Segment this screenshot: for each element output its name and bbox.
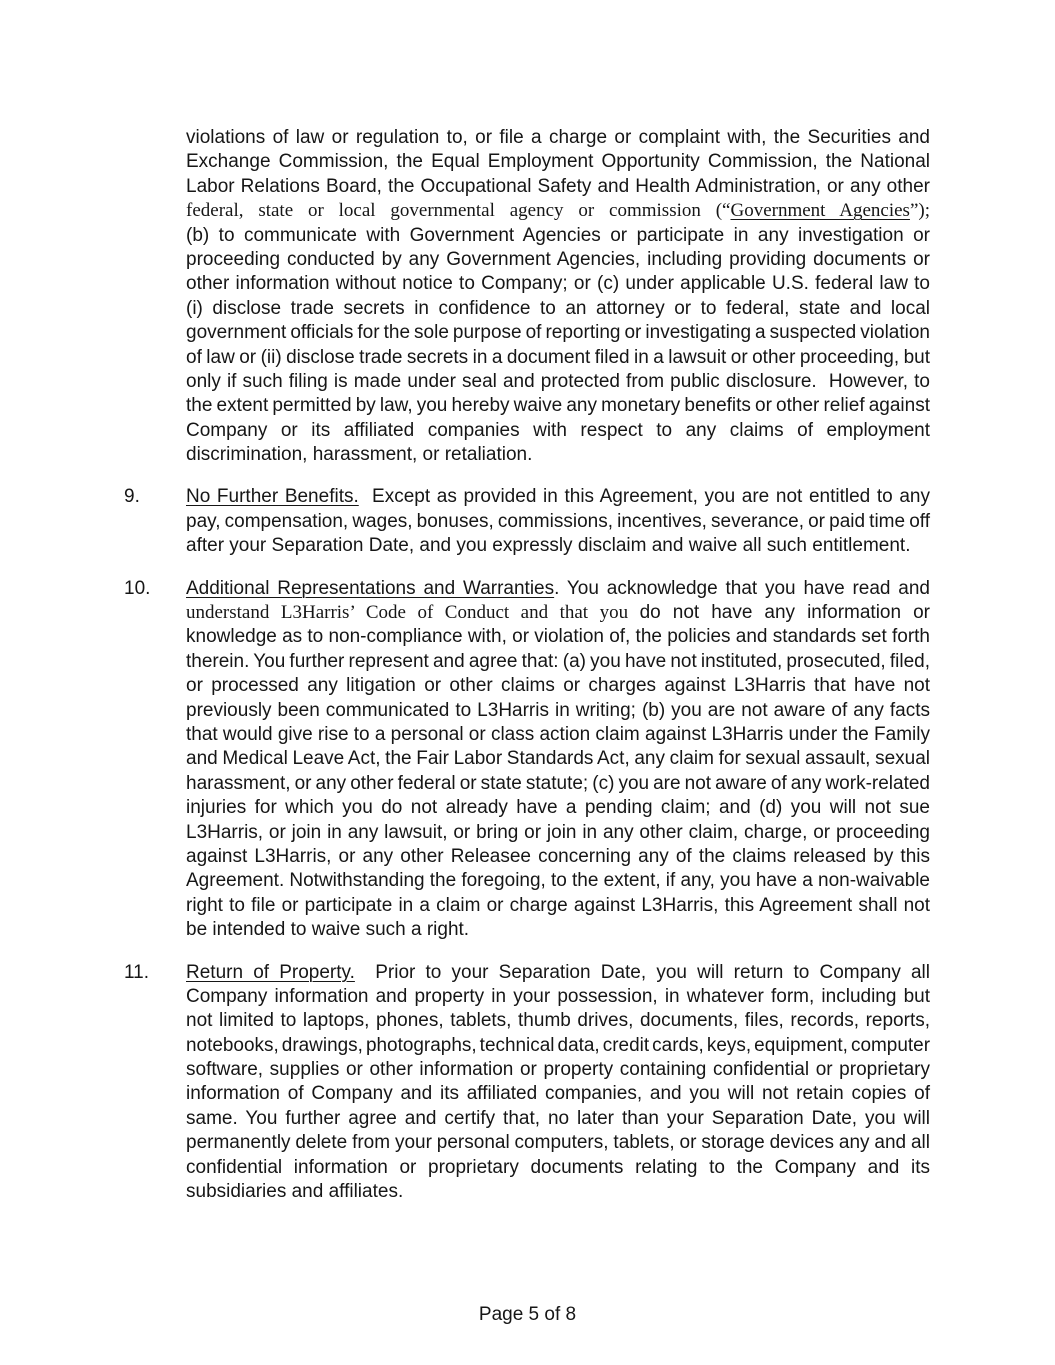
text-segment: other information without notice to Company; or (c) under applicable U.S. federal law to xyxy=(186,273,930,295)
text-segment: subsidiaries and affiliates. xyxy=(186,1181,404,1203)
text-line xyxy=(186,150,930,174)
line-content xyxy=(186,1082,930,1106)
text-line xyxy=(186,894,930,918)
line-content xyxy=(186,747,930,771)
text-line xyxy=(186,601,930,625)
section-heading: No Further Benefits. xyxy=(186,486,359,508)
text-line xyxy=(186,650,930,674)
text-segment: injuries for which you do not already have a pending claim; and (d) you will not sue xyxy=(186,797,930,819)
section-heading: Return of Property. xyxy=(186,961,355,983)
item-number: 10. xyxy=(124,577,151,599)
text-line xyxy=(186,248,930,272)
text-segment: previously been communicated to L3Harris in writing; (b) you are not aware of any facts xyxy=(186,699,930,721)
text-line xyxy=(186,419,930,443)
text-line xyxy=(186,699,930,723)
text-segment: . You acknowledge that you have read and xyxy=(554,577,931,599)
line-content xyxy=(186,772,930,796)
item-number: 9. xyxy=(124,486,140,508)
line-content xyxy=(186,985,930,1009)
text-segment: against L3Harris, or any other Releasee concerning any of the claims released by this xyxy=(186,845,930,867)
text-line xyxy=(186,321,930,345)
line-content xyxy=(186,1058,930,1082)
line-content xyxy=(186,224,930,248)
text-segment: federal, state or local governmental agency or commission (“ xyxy=(186,200,731,222)
page-number: Page 5 of 8 xyxy=(478,1304,577,1325)
line-content xyxy=(186,248,930,272)
text-segment: violations of law or regulation to, or file a charge or complaint with, the Securities and xyxy=(186,127,930,148)
text-line xyxy=(186,772,930,796)
line-content xyxy=(186,961,930,985)
text-segment: (i) disclose trade secrets in confidence to an attorney or to federal, state and local xyxy=(186,297,930,319)
line-content xyxy=(186,443,532,467)
line-content xyxy=(186,175,930,199)
line-content xyxy=(186,723,930,747)
line-content xyxy=(186,150,930,174)
text-segment: not limited to laptops, phones, tablets, thumb drives, documents, files, records, reports, xyxy=(186,1010,930,1032)
text-segment: government officials for the sole purpose of reporting or investigating a suspected violation xyxy=(186,322,930,344)
text-line xyxy=(186,126,930,150)
line-content xyxy=(186,601,930,625)
text-segment: harassment, or any other federal or state statute; (c) you are not aware of any work-related xyxy=(186,772,930,794)
text-segment: after your Separation Date, and you expressly disclaim and waive all such entitlement. xyxy=(186,535,911,557)
text-segment: right to file or participate in a claim or charge against L3Harris, this Agreement shall not xyxy=(186,894,930,916)
text-segment: do not have any information or xyxy=(639,602,930,624)
text-line xyxy=(186,845,930,869)
line-content xyxy=(186,346,930,370)
text-line xyxy=(186,272,930,296)
text-segment: Except as provided in this Agreement, you are not entitled to any xyxy=(358,486,930,508)
text-segment: notebooks, drawings, photographs, technical data, credit cards, keys, equipment, computer xyxy=(186,1034,930,1056)
text-line xyxy=(186,1131,930,1155)
text-line xyxy=(186,985,930,1009)
line-content xyxy=(186,699,930,723)
line-content xyxy=(186,1180,403,1204)
document-body xyxy=(124,126,931,1222)
line-content xyxy=(186,272,930,296)
underlined-term: Government Agencies xyxy=(730,200,910,222)
line-content xyxy=(186,918,469,942)
line-content xyxy=(186,370,930,394)
text-line xyxy=(186,869,930,893)
line-content xyxy=(186,821,930,845)
text-segment: (b) to communicate with Government Agencies or participate in any investigation or xyxy=(186,224,930,246)
line-content xyxy=(186,796,930,820)
line-content xyxy=(186,199,930,223)
text-segment: and Medical Leave Act, the Fair Labor Standards Act, any claim for sexual assault, sexual xyxy=(186,748,930,770)
text-segment: only if such filing is made under seal and protected from public disclosure. However, to xyxy=(186,370,930,392)
line-content xyxy=(186,650,930,674)
section-heading: Additional Representations and Warranties xyxy=(186,577,555,599)
text-line xyxy=(186,674,930,698)
text-segment: be intended to waive such a right. xyxy=(186,919,470,941)
line-content xyxy=(186,485,930,509)
text-segment: therein. You further represent and agree that: (a) you have not instituted, prosecuted, filed, xyxy=(186,650,930,672)
line-content xyxy=(186,894,930,918)
text-segment: pay, compensation, wages, bonuses, commissions, incentives, severance, or paid time off xyxy=(186,510,930,532)
text-line xyxy=(186,1107,930,1131)
line-content xyxy=(186,297,930,321)
line-content xyxy=(186,674,930,698)
line-content xyxy=(186,869,930,893)
text-line xyxy=(186,1058,930,1082)
line-content xyxy=(186,394,930,418)
line-content xyxy=(186,1131,930,1155)
text-line xyxy=(186,370,930,394)
line-content xyxy=(186,1156,930,1180)
line-content xyxy=(186,126,930,150)
text-segment: or processed any litigation or other claims or charges against L3Harris that have not xyxy=(186,675,930,697)
text-segment: of law or (ii) disclose trade secrets in a document filed in a lawsuit or other proceeding, but xyxy=(186,346,930,368)
line-content xyxy=(186,534,911,558)
text-segment: that would give rise to a personal or class action claim against L3Harris under the Family xyxy=(186,723,930,745)
text-line xyxy=(186,297,930,321)
text-segment: software, supplies or other information or property containing confidential or proprietary xyxy=(186,1059,930,1081)
text-line xyxy=(186,821,930,845)
line-content xyxy=(186,419,930,443)
text-line xyxy=(186,1156,930,1180)
text-line xyxy=(186,723,930,747)
text-line xyxy=(186,175,930,199)
line-content xyxy=(186,510,930,534)
text-line xyxy=(186,394,930,418)
text-segment: proceeding conducted by any Government Agencies, including providing documents or xyxy=(186,248,930,270)
text-line xyxy=(186,199,930,223)
text-segment: Agreement. Notwithstanding the foregoing, to the extent, if any, you have a non-waivable xyxy=(186,870,930,892)
page-footer xyxy=(0,1303,1055,1327)
line-content xyxy=(186,577,930,601)
line-content xyxy=(186,845,930,869)
line-content xyxy=(186,625,930,649)
text-line xyxy=(186,485,930,509)
numbered-item xyxy=(124,577,931,943)
text-line xyxy=(186,577,930,601)
text-line xyxy=(186,747,930,771)
text-line xyxy=(186,510,930,534)
item-number: 11. xyxy=(124,961,150,983)
text-segment: Company information and property in your possession, in whatever form, including but xyxy=(186,985,930,1007)
text-line xyxy=(186,534,930,558)
paragraph xyxy=(186,126,930,467)
text-segment: confidential information or proprietary documents relating to the Company and its xyxy=(186,1156,930,1178)
text-segment: Exchange Commission, the Equal Employment Opportunity Commission, the National xyxy=(186,151,930,173)
text-segment: discrimination, harassment, or retaliation. xyxy=(186,444,533,466)
text-line xyxy=(186,918,930,942)
text-segment: understand L3Harris’ Code of Conduct and that you xyxy=(186,602,640,624)
text-line xyxy=(186,796,930,820)
numbered-item xyxy=(124,961,930,1205)
text-line xyxy=(186,1009,930,1033)
line-content xyxy=(186,321,930,345)
text-segment: Company or its affiliated companies with respect to any claims of employment xyxy=(186,419,930,441)
numbered-item xyxy=(124,485,930,558)
text-line xyxy=(186,625,930,649)
text-line xyxy=(186,1180,930,1204)
text-segment: the extent permitted by law, you hereby waive any monetary benefits or other relief against xyxy=(186,395,930,417)
text-line xyxy=(186,224,930,248)
line-content xyxy=(186,1107,930,1131)
text-segment: permanently delete from your personal computers, tablets, or storage devices any and all xyxy=(186,1132,930,1154)
text-segment: information of Company and its affiliated companies, and you will not retain copies of xyxy=(186,1083,930,1105)
text-line xyxy=(186,1034,930,1058)
text-segment: Labor Relations Board, the Occupational Safety and Health Administration, or any other xyxy=(186,175,930,197)
text-segment: L3Harris, or join in any lawsuit, or bring or join in any other claim, charge, or proceeding xyxy=(186,821,930,843)
text-line xyxy=(186,1082,930,1106)
text-segment: knowledge as to non-compliance with, or violation of, the policies and standards set forth xyxy=(186,626,930,648)
text-line xyxy=(186,346,930,370)
text-segment: ”); xyxy=(909,200,930,222)
text-line xyxy=(186,443,930,467)
line-content xyxy=(186,1034,930,1058)
text-segment: same. You further agree and certify that, no later than your Separation Date, you will xyxy=(186,1107,930,1129)
text-line xyxy=(186,961,930,985)
text-segment: Prior to your Separation Date, you will return to Company all xyxy=(354,961,930,983)
line-content xyxy=(186,1009,930,1033)
